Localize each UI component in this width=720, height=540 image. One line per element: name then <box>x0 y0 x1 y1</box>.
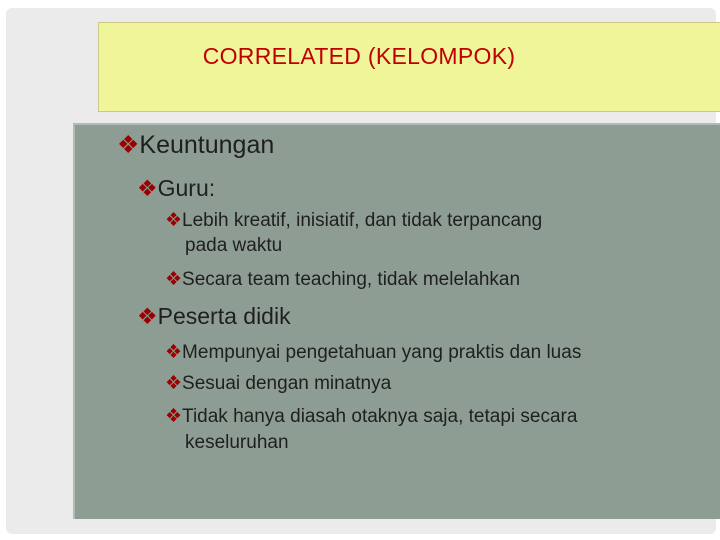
list-item <box>165 405 577 428</box>
diamond-bullet-icon: ❖ <box>165 373 183 394</box>
subheading-label: Peserta didik <box>157 303 291 329</box>
subheading-label: Guru: <box>157 175 216 201</box>
list-item <box>165 341 581 364</box>
list-item <box>165 209 542 232</box>
list-item-continuation <box>185 235 282 257</box>
diamond-bullet-icon: ❖ <box>165 406 183 427</box>
list-item-text: Mempunyai pengetahuan yang praktis dan luas <box>182 342 582 363</box>
subheading-peserta-didik <box>137 303 291 330</box>
diamond-bullet-icon: ❖ <box>165 269 183 290</box>
content-box <box>73 123 720 519</box>
diamond-bullet-icon: ❖ <box>137 175 158 201</box>
heading-keuntungan <box>117 130 274 160</box>
list-item-text: keseluruhan <box>185 432 289 453</box>
list-item-text: Secara team teaching, tidak melelahkan <box>182 269 521 290</box>
list-item-text: Tidak hanya diasah otaknya saja, tetapi secara <box>182 406 578 427</box>
list-item-continuation <box>185 432 289 454</box>
list-item <box>165 268 520 291</box>
diamond-bullet-icon: ❖ <box>117 131 140 159</box>
slide-title: CORRELATED (KELOMPOK) <box>202 43 516 69</box>
subheading-guru <box>137 175 215 202</box>
diamond-bullet-icon: ❖ <box>165 210 183 231</box>
diamond-bullet-icon: ❖ <box>165 342 183 363</box>
list-item-text: Lebih kreatif, inisiatif, dan tidak terpancang <box>182 210 543 231</box>
diamond-bullet-icon: ❖ <box>137 303 158 329</box>
list-item-text: Sesuai dengan minatnya <box>182 373 392 394</box>
heading-label: Keuntungan <box>139 131 275 159</box>
list-item <box>165 372 391 395</box>
title-box <box>98 22 720 112</box>
list-item-text: pada waktu <box>185 235 283 256</box>
